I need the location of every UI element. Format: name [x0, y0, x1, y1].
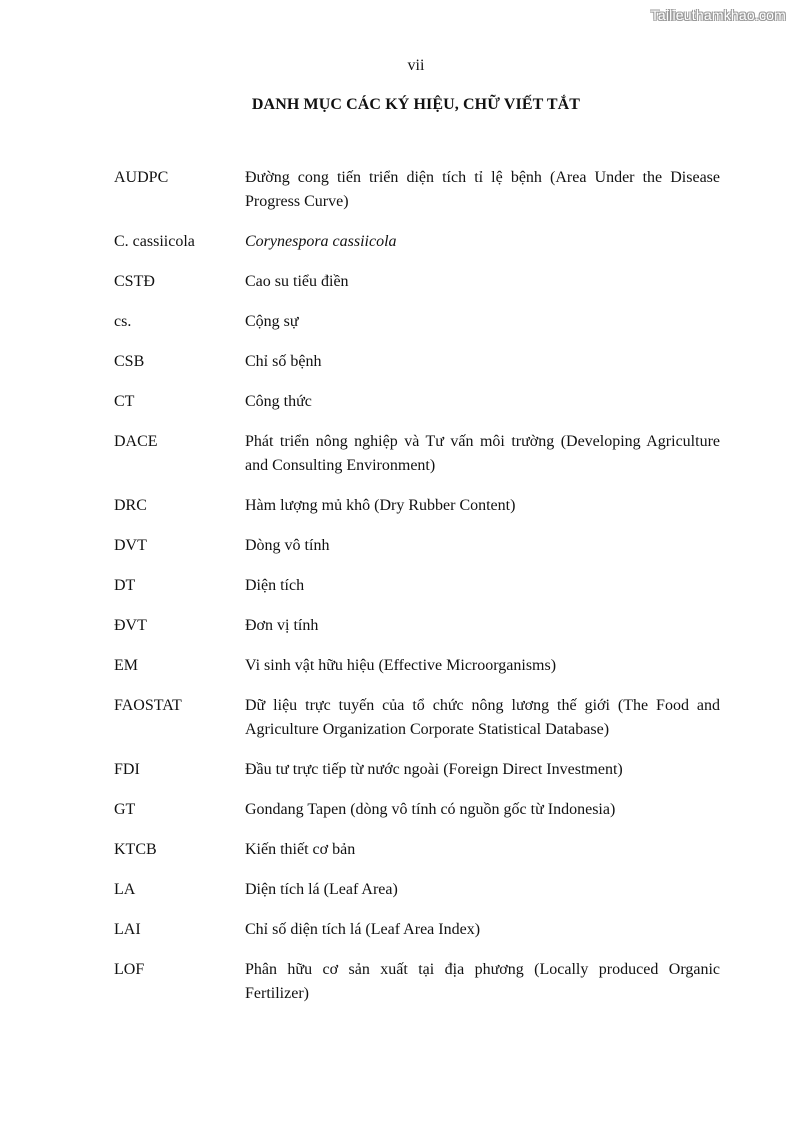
list-item — [114, 758, 720, 782]
list-item — [114, 390, 720, 414]
abbreviation-term: CSB — [114, 353, 145, 370]
abbreviation-term: AUDPC — [114, 169, 169, 186]
list-item — [114, 166, 720, 214]
abbreviation-description: Corynespora cassiicola — [245, 233, 397, 250]
watermark-text: Tailieuthamkhao.com — [650, 7, 786, 23]
abbreviation-description: Đơn vị tính — [245, 617, 319, 634]
abbreviation-term: cs. — [114, 313, 132, 330]
abbreviation-term: LA — [114, 881, 136, 898]
abbreviation-description: Kiến thiết cơ bản — [245, 841, 356, 858]
abbreviation-term: C. cassiicola — [114, 233, 195, 250]
list-item — [114, 694, 720, 742]
page-title: DANH MỤC CÁC KÝ HIỆU, CHỮ VIẾT TẮT — [251, 96, 581, 113]
page-number: vii — [407, 57, 425, 74]
abbreviation-description: Gondang Tapen (dòng vô tính có nguồn gốc từ Indonesia) — [245, 801, 616, 818]
abbreviation-term: CSTĐ — [114, 273, 155, 290]
abbreviation-description: Dữ liệu trực tuyến của tổ chức nông lương thế giới (The Food and Agriculture Organization Corporate Statistical Database) — [245, 697, 720, 738]
abbreviation-description: Phát triển nông nghiệp và Tư vấn môi trường (Developing Agriculture and Consulting Environment) — [245, 433, 720, 474]
list-item — [114, 614, 720, 638]
abbreviation-description: Cộng sự — [245, 313, 299, 330]
list-item — [114, 798, 720, 822]
abbreviation-term: EM — [114, 657, 138, 674]
abbreviation-description: Vi sinh vật hữu hiệu (Effective Microorganisms) — [245, 657, 557, 674]
abbreviation-description: Đầu tư trực tiếp từ nước ngoài (Foreign Direct Investment) — [245, 761, 623, 778]
abbreviation-description: Hàm lượng mủ khô (Dry Rubber Content) — [245, 497, 516, 514]
list-item — [114, 654, 720, 678]
abbreviation-description: Công thức — [245, 393, 312, 410]
abbreviation-description: Diện tích lá (Leaf Area) — [245, 881, 398, 898]
abbreviation-term: CT — [114, 393, 135, 410]
list-item — [114, 270, 720, 294]
list-item — [114, 430, 720, 478]
list-item — [114, 230, 720, 254]
abbreviation-description: Cao su tiểu điền — [245, 273, 349, 290]
abbreviation-description: Đường cong tiến triển diện tích tỉ lệ bệnh (Area Under the Disease Progress Curve) — [245, 169, 720, 210]
list-item — [114, 494, 720, 518]
abbreviation-term: DACE — [114, 433, 158, 450]
abbreviation-term: ĐVT — [114, 617, 147, 634]
abbreviation-term: FAOSTAT — [114, 697, 182, 714]
abbreviation-term: DVT — [114, 537, 147, 554]
abbreviation-term: DT — [114, 577, 136, 594]
list-item — [114, 350, 720, 374]
list-item — [114, 574, 720, 598]
abbreviation-term: LOF — [114, 961, 145, 978]
list-item — [114, 918, 720, 942]
abbreviation-term: FDI — [114, 761, 140, 778]
abbreviation-term: LAI — [114, 921, 141, 938]
abbreviation-term: KTCB — [114, 841, 157, 858]
list-item — [114, 534, 720, 558]
abbreviation-description: Chỉ số diện tích lá (Leaf Area Index) — [245, 921, 481, 938]
abbreviation-description: Dòng vô tính — [245, 537, 330, 554]
abbreviation-term: DRC — [114, 497, 147, 514]
list-item — [114, 878, 720, 902]
abbreviation-description: Diện tích — [245, 577, 305, 594]
abbreviation-description: Chỉ số bệnh — [245, 353, 322, 370]
list-item — [114, 310, 720, 334]
list-item — [114, 958, 720, 1006]
abbreviation-description: Phân hữu cơ sản xuất tại địa phương (Locally produced Organic Fertilizer) — [245, 961, 720, 1002]
abbreviation-term: GT — [114, 801, 136, 818]
abbreviation-list — [114, 166, 720, 1022]
list-item — [114, 838, 720, 862]
